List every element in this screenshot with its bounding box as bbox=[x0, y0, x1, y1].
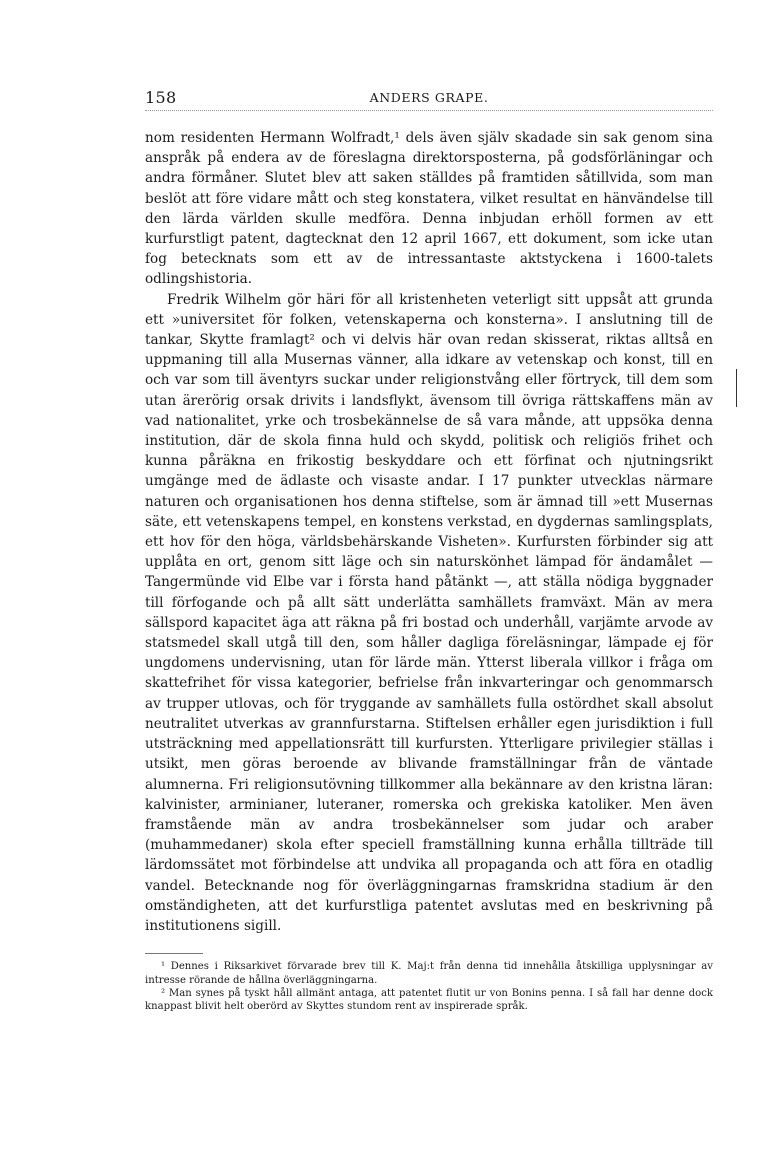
header-rule bbox=[145, 110, 713, 111]
page-number: 158 bbox=[145, 88, 177, 107]
book-page bbox=[145, 88, 713, 1173]
footnotes bbox=[145, 960, 713, 1014]
footnote-2: ² Man synes på tyskt håll allmänt antaga, att patentet flutit ur von Bonins penna. I så fall har denne dock knappast blivit helt oberörd av Skyttes stundom rent av inspirerade språk. bbox=[145, 987, 713, 1013]
footnote-1: ¹ Dennes i Riksarkivet förvarade brev till K. Maj:t från denna tid innehålla åtskilliga upplysningar av intresse rörande de hållna överläggningarna. bbox=[145, 961, 713, 986]
body-text bbox=[145, 128, 713, 936]
paragraph-1: nom residenten Hermann Wolfradt,¹ dels även själv skadade sin sak genom sina anspråk på endera av de föreslagna direktorsposterna, på godsförläningar och andra förmåner. Slutet blev att saken ställdes på framtiden såtillvida, som man beslöt att före vidare mått och steg konstatera, vilket resultat en hänvändelse till den lärda världen skulle medföra. Denna inbjudan erhöll formen av ett kurfurstligt patent, dagtecknat den 12 april 1667, ett dokument, som icke utan fog betecknats som ett av de intressantaste aktstyckena i 1600-talets odlingshistoria. bbox=[145, 130, 713, 288]
margin-mark bbox=[736, 369, 737, 407]
paragraph-2: Fredrik Wilhelm gör häri för all kristenheten veterligt sitt uppsåt att grunda ett »universitet för folken, vetenskaperna och konsterna». I anslutning till de tankar, Skytte framlagt² och vi delvis här ovan redan skisserat, riktas alltså en uppmaning till alla Musernas vänner, alla idkare av vetenskap och konst, till en och var som till äventyrs suckar under religionstvång eller förtryck, till dem som utan ärerörig orsak drivits i landsflykt, ävensom till övriga rättskaffens män av vad nationalitet, yrke och trosbekännelse de så vara månde, att uppsöka denna institution, där de skola finna huld och skydd, politisk och religiös frihet och kunna påräkna en frikostig beskyddare och ett förfinat och njutningsrikt umgänge med de ädlaste och visaste andar. I 17 punkter utvecklas närmare naturen och organisationen hos denna stiftelse, som är ämnad till »ett Musernas säte, ett vetenskapens tempel, en konstens verkstad, en dygdernas samlingsplats, ett hov för den höga, världsbehärskande Visheten». Kurfursten förbinder sig att upplåta en ort, genom sitt läge och sin naturskönhet lämpad för ändamålet — Tangermünde vid Elbe var i första hand påtänkt —, att ställa nödiga byggnader till förfogande och på allt sätt underlätta samhällets framväxt. Män av mera sällspord kapacitet äga att räkna på fri bostad och underhåll, varjämte arvode av statsmedel skall utgå till den, som håller dagliga föreläsningar, lämpade ej för ungdomens undervisning, utan för lärde män. Ytterst liberala villkor i fråga om skattefrihet för vissa kategorier, befrielse från inkvarteringar och genommarsch av trupper utlovas, och för tryggande av samhällets fulla ostördhet skall absolut neutralitet utverkas av grannfurstarna. Stiftelsen erhåller egen jurisdiktion i full utsträckning med appellationsrätt till kurfursten. Ytterligare privilegier ställas i utsikt, men göras beroende av blivande framställningar från de väntade alumnerna. Fri religionsutövning tillkommer alla bekännare av den kristna läran: kalvinister, arminianer, luteraner, romerska och grekiska katoliker. Men även framstående män av andra trosbekännelser som judar och araber (muhammedaner) skola efter speciell framställning kunna erhålla tillträde till lärdomssätet mot förbindelse att undvika all propaganda och att föra en otadlig vandel. Betecknande nog för överläggningarnas framskridna stadium är den omständigheten, att det kurfurstliga patentet avslutas med en beskrivning på institutionens sigill. bbox=[145, 291, 713, 934]
running-head: ANDERS GRAPE. bbox=[369, 90, 489, 105]
footnote-rule bbox=[145, 953, 203, 954]
page-header bbox=[145, 88, 713, 118]
